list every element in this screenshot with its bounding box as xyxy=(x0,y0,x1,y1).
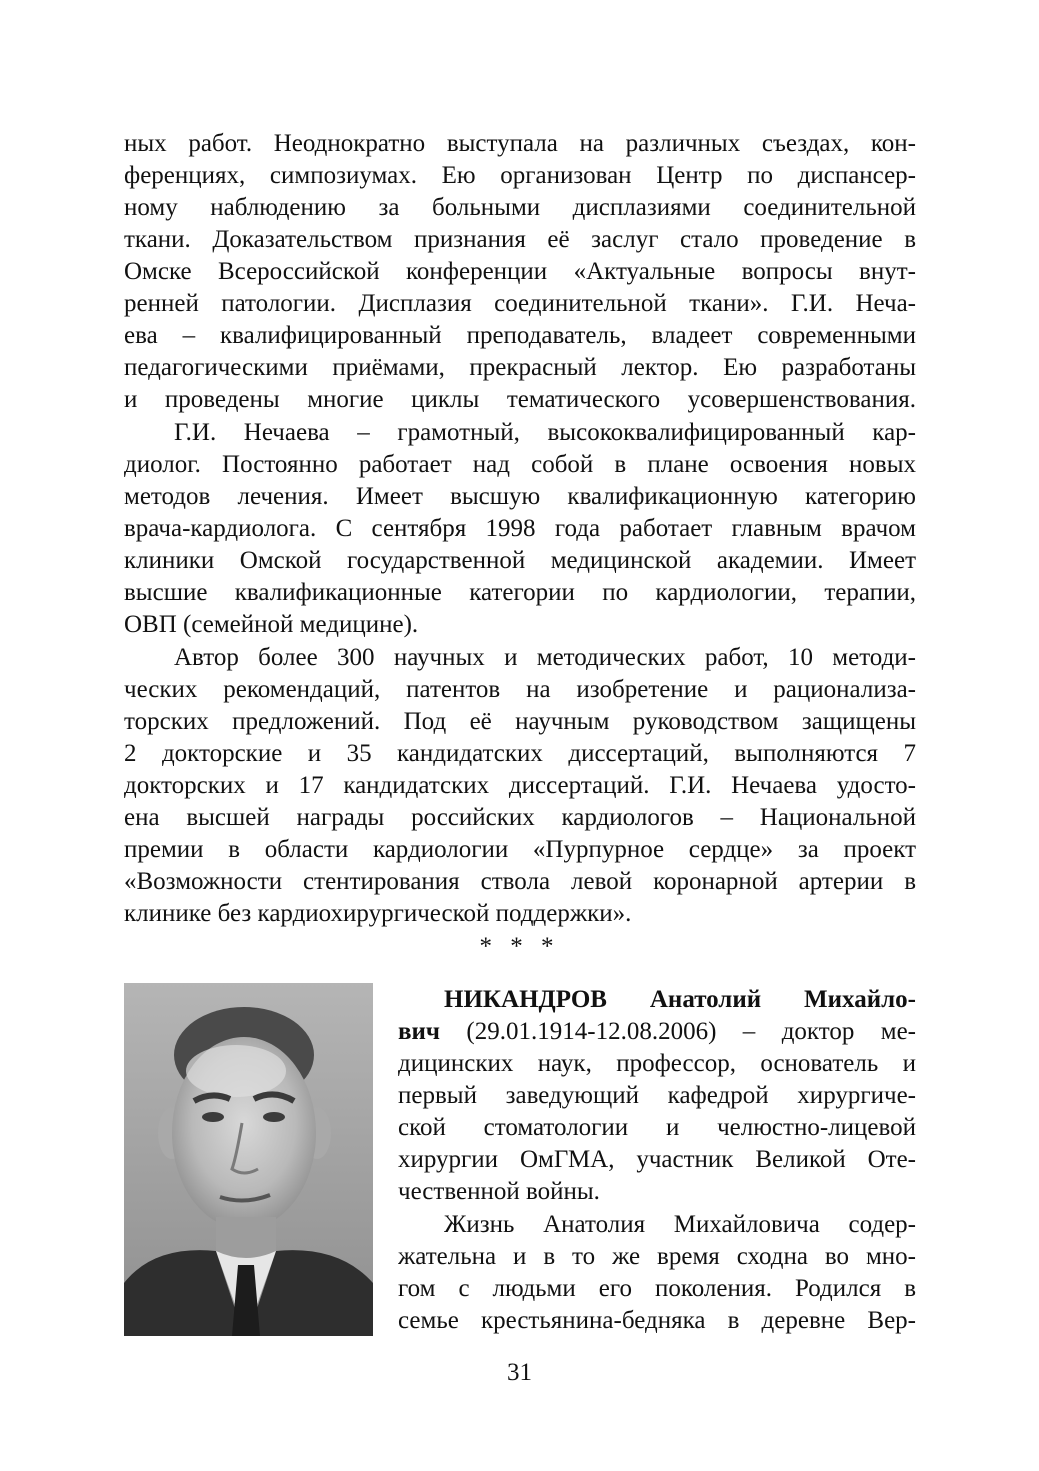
p3-line-6: ена высшей награды российских кардиологов – Национальной xyxy=(124,804,916,831)
p2-line-1: Г.И. Нечаева – грамотный, высококвалифицированный кар- xyxy=(174,419,916,446)
bio-line-7: чественной войны. xyxy=(398,1178,600,1205)
p1-line-9: и проведены многие циклы тематического усовершенствования. xyxy=(124,386,916,413)
p1-line-5: Омске Всероссийской конференции «Актуальные вопросы внут- xyxy=(124,258,916,285)
p4-line-3: гом с людьми его поколения. Родился в xyxy=(398,1275,916,1302)
p2-line-7: ОВП (семейной медицине). xyxy=(124,611,419,638)
bio-name-line xyxy=(444,985,916,1015)
p2-line-4: врача-кардиолога. С сентября 1998 года работает главным врачом xyxy=(124,515,916,542)
p3-line-7: премии в области кардиологии «Пурпурное сердце» за проект xyxy=(124,836,916,863)
p1-line-7: ева – квалифицированный преподаватель, владеет современными xyxy=(124,322,916,349)
p2-line-5: клиники Омской государственной медицинской академии. Имеет xyxy=(124,547,916,574)
bio-name-end: вич xyxy=(398,1018,441,1045)
p1-line-4: ткани. Доказательством признания её заслуг стало проведение в xyxy=(124,226,916,253)
p1-line-3: ному наблюдению за больными дисплазиями соединительной xyxy=(124,194,916,221)
bio-line-5: ской стоматологии и челюстно-лицевой xyxy=(398,1114,916,1141)
p3-line-8: «Возможности стентирования ствола левой коронарной артерии в xyxy=(124,868,916,895)
bio-line-4: первый заведующий кафедрой хирургиче- xyxy=(398,1082,916,1109)
bio-line-3: дицинских наук, профессор, основатель и xyxy=(398,1050,916,1077)
p1-line-1: ных работ. Неоднократно выступала на различных съездах, кон- xyxy=(124,130,916,157)
p3-line-1: Автор более 300 научных и методических работ, 10 методи- xyxy=(174,644,916,671)
p4-line-1: Жизнь Анатолия Михайловича содер- xyxy=(444,1211,916,1238)
bio-dates: (29.01.1914-12.08.2006) – доктор ме- xyxy=(440,1018,916,1045)
p2-line-6: высшие квалификационные категории по кардиологии, терапии, xyxy=(124,579,916,606)
portrait-illustration xyxy=(124,983,373,1336)
p4-line-4: семье крестьянина-бедняка в деревне Вер- xyxy=(398,1307,916,1334)
bio-dates-line xyxy=(398,1017,916,1047)
p1-line-6: ренней патологии. Дисплазия соединительной ткани». Г.И. Неча- xyxy=(124,290,916,317)
p3-line-5: докторских и 17 кандидатских диссертаций. Г.И. Нечаева удосто- xyxy=(124,772,916,799)
p3-line-9: клинике без кардиохирургической поддержки». xyxy=(124,900,632,927)
p2-line-3: методов лечения. Имеет высшую квалификационную категорию xyxy=(124,483,916,510)
p3-line-4: 2 докторские и 35 кандидатских диссертаций, выполняются 7 xyxy=(124,740,916,767)
p2-line-2: диолог. Постоянно работает над собой в плане освоения новых xyxy=(124,451,916,478)
p3-line-2: ческих рекомендаций, патентов на изобретение и рационализа- xyxy=(124,676,916,703)
section-separator: * * * xyxy=(479,933,560,960)
portrait-photo xyxy=(124,983,373,1336)
p4-line-2: жательна и в то же время сходна во мно- xyxy=(398,1243,916,1270)
page-number: 31 xyxy=(507,1359,532,1386)
p3-line-3: торских предложений. Под её научным руководством защищены xyxy=(124,708,916,735)
bio-name: НИКАНДРОВ Анатолий Михайло- xyxy=(444,986,916,1013)
p1-line-2: ференциях, симпозиумах. Ею организован Центр по диспансер- xyxy=(124,162,916,189)
p1-line-8: педагогическими приёмами, прекрасный лектор. Ею разработаны xyxy=(124,354,916,381)
bio-line-6: хирургии ОмГМА, участник Великой Оте- xyxy=(398,1146,916,1173)
